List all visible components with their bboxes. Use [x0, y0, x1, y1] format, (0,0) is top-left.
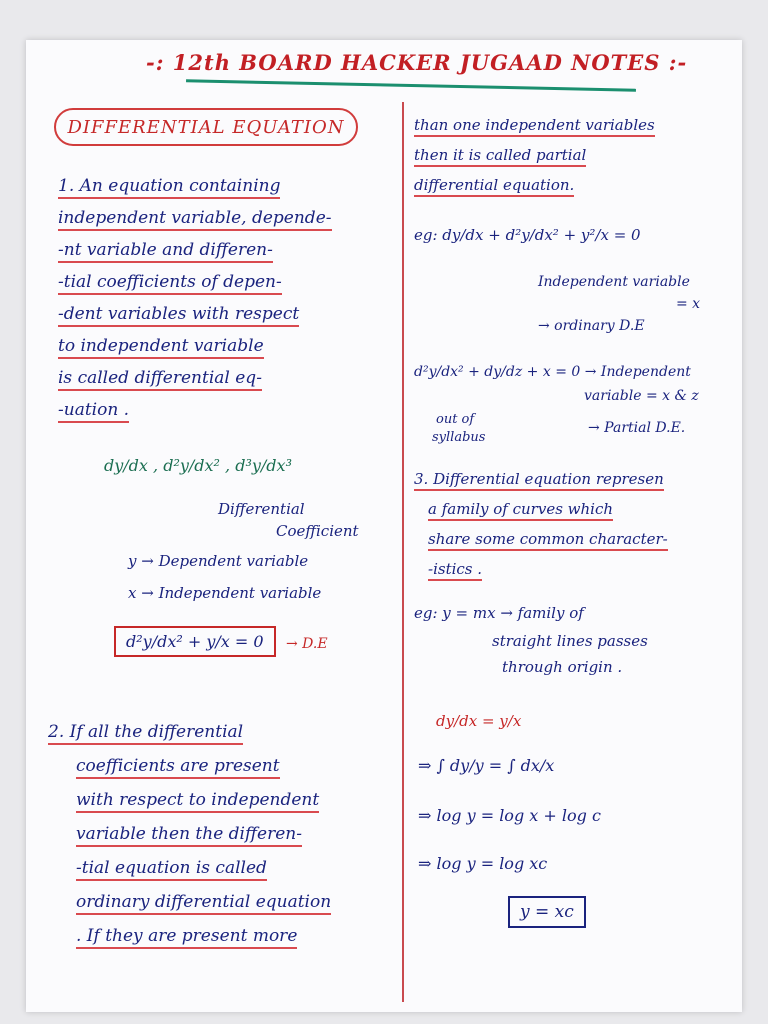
- solution-step: ⇒ log y = log x + log c: [418, 806, 601, 825]
- solution-step: dy/dx = y/x: [436, 712, 522, 730]
- example2-equation: d²y/dx² + dy/dz + x = 0 → Independent: [414, 364, 691, 380]
- point1-line: -uation .: [58, 400, 129, 423]
- boxed-equation: d²y/dx² + y/x = 0: [114, 626, 276, 657]
- point1-line: to independent variable: [58, 336, 264, 359]
- section-heading: DIFFERENTIAL EQUATION: [54, 108, 358, 146]
- independent-variable-label: Independent variable: [538, 274, 690, 290]
- point2-line: -tial equation is called: [76, 858, 267, 881]
- column-divider: [402, 102, 404, 1002]
- title-underline: [186, 79, 636, 91]
- notes-page: [26, 40, 742, 1012]
- ordinary-de-note: → ordinary D.E: [538, 318, 645, 334]
- continued-line: differential equation.: [414, 176, 574, 197]
- point1-line: independent variable, depende-: [58, 208, 332, 231]
- out-of-syllabus: out of: [436, 412, 475, 427]
- continued-line: than one independent variables: [414, 116, 655, 137]
- solution-step: ⇒ ∫ dy/y = ∫ dx/x: [418, 756, 555, 775]
- page-title: -: 12th BOARD HACKER JUGAAD NOTES :-: [146, 50, 688, 75]
- example3-description: through origin .: [502, 658, 623, 676]
- solution-step: ⇒ log y = log xc: [418, 854, 548, 873]
- point2-line: 2. If all the differential: [48, 722, 243, 745]
- point2-line: variable then the differen-: [76, 824, 302, 847]
- point3-line: -istics .: [428, 560, 482, 581]
- point1-line: -tial coefficients of depen-: [58, 272, 282, 295]
- point3-line: 3. Differential equation represen: [414, 470, 664, 491]
- equals-x: = x: [676, 296, 701, 312]
- point1-line: is called differential eq-: [58, 368, 262, 391]
- point2-line: ordinary differential equation: [76, 892, 331, 915]
- continued-line: then it is called partial: [414, 146, 586, 167]
- example1-equation: eg: dy/dx + d²y/dx² + y²/x = 0: [414, 226, 641, 244]
- partial-de-note: → Partial D.E.: [588, 420, 686, 436]
- example2-variables: variable = x & z: [584, 388, 699, 404]
- point2-line: . If they are present more: [76, 926, 297, 949]
- coefficient-label: Coefficient: [276, 522, 359, 540]
- point2-line: coefficients are present: [76, 756, 280, 779]
- final-answer: y = xc: [508, 896, 586, 928]
- point1-line: -nt variable and differen-: [58, 240, 273, 263]
- example3-description: straight lines passes: [492, 632, 648, 650]
- point3-line: share some common character-: [428, 530, 668, 551]
- de-arrow-label: → D.E: [286, 636, 328, 652]
- point3-line: a family of curves which: [428, 500, 613, 521]
- point1-line: 1. An equation containing: [58, 176, 280, 199]
- coefficient-label: Differential: [218, 500, 305, 518]
- out-of-syllabus: syllabus: [432, 430, 486, 445]
- dependent-variable-note: y → Dependent variable: [128, 552, 309, 570]
- point1-line: -dent variables with respect: [58, 304, 299, 327]
- coefficient-examples: dy/dx , d²y/dx² , d³y/dx³: [104, 456, 292, 475]
- example3-equation: eg: y = mx → family of: [414, 604, 584, 622]
- independent-variable-note: x → Independent variable: [128, 584, 322, 602]
- point2-line: with respect to independent: [76, 790, 319, 813]
